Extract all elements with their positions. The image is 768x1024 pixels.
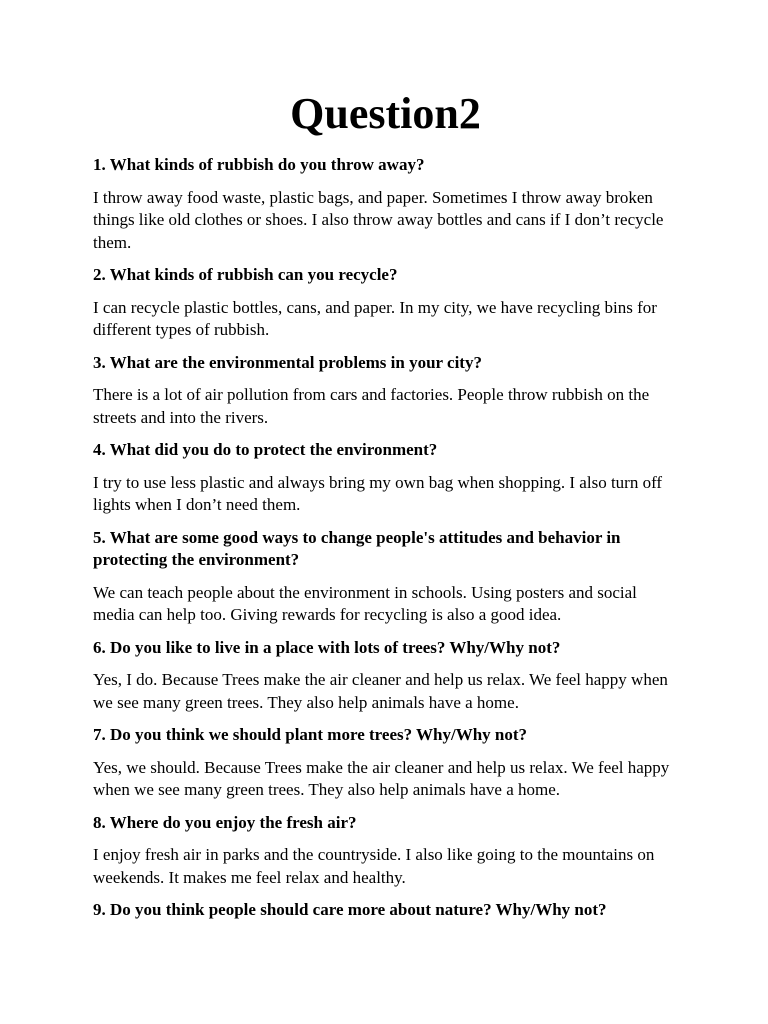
qa-item-4 — [93, 439, 678, 517]
qa-item-6 — [93, 637, 678, 715]
answer-3: There is a lot of air pollution from cars and factories. People throw rubbish on the streets and into the rivers. — [93, 385, 650, 427]
question-9: 9. Do you think people should care more about nature? Why/Why not? — [93, 900, 607, 919]
qa-item-3 — [93, 352, 678, 430]
answer-5: We can teach people about the environment in schools. Using posters and social media can help too. Giving rewards for recycling is also a good idea. — [93, 582, 637, 624]
answer-4: I try to use less plastic and always bring my own bag when shopping. I also turn off lights when I don’t need them. — [93, 472, 663, 514]
document-title: Question2 — [290, 89, 481, 138]
answer-6: Yes, I do. Because Trees make the air cleaner and help us relax. We feel happy when we see many green trees. They also help animals have a home. — [93, 670, 668, 712]
qa-item-2 — [93, 264, 678, 342]
question-5: 5. What are some good ways to change people's attitudes and behavior in protecting the environment? — [93, 527, 621, 569]
question-3: 3. What are the environmental problems in your city? — [93, 352, 482, 372]
question-1: 1. What kinds of rubbish do you throw away? — [93, 155, 425, 174]
question-7: 7. Do you think we should plant more trees? Why/Why not? — [93, 725, 528, 744]
question-2: 2. What kinds of rubbish can you recycle? — [93, 265, 398, 284]
question-4: 4. What did you do to protect the environment? — [93, 440, 438, 459]
answer-2: I can recycle plastic bottles, cans, and paper. In my city, we have recycling bins for different types of rubbish. — [93, 297, 657, 339]
answer-7: Yes, we should. Because Trees make the air cleaner and help us relax. We feel happy when we see many green trees. They also help animals have a home. — [93, 757, 670, 799]
qa-item-5 — [93, 527, 678, 627]
answer-1: I throw away food waste, plastic bags, and paper. Sometimes I throw away broken things like old clothes or shoes. I also throw away bottles and cans if I don’t recycle them. — [93, 187, 664, 252]
question-8: 8. Where do you enjoy the fresh air? — [93, 812, 357, 832]
qa-item-8 — [93, 812, 678, 890]
question-6: 6. Do you like to live in a place with lots of trees? Why/Why not? — [93, 637, 561, 657]
qa-item-1 — [93, 154, 678, 254]
document-page — [93, 88, 678, 932]
answer-8: I enjoy fresh air in parks and the countryside. I also like going to the mountains on weekends. It makes me feel relax and healthy. — [93, 845, 655, 887]
qa-item-9 — [93, 899, 678, 922]
qa-item-7 — [93, 724, 678, 802]
